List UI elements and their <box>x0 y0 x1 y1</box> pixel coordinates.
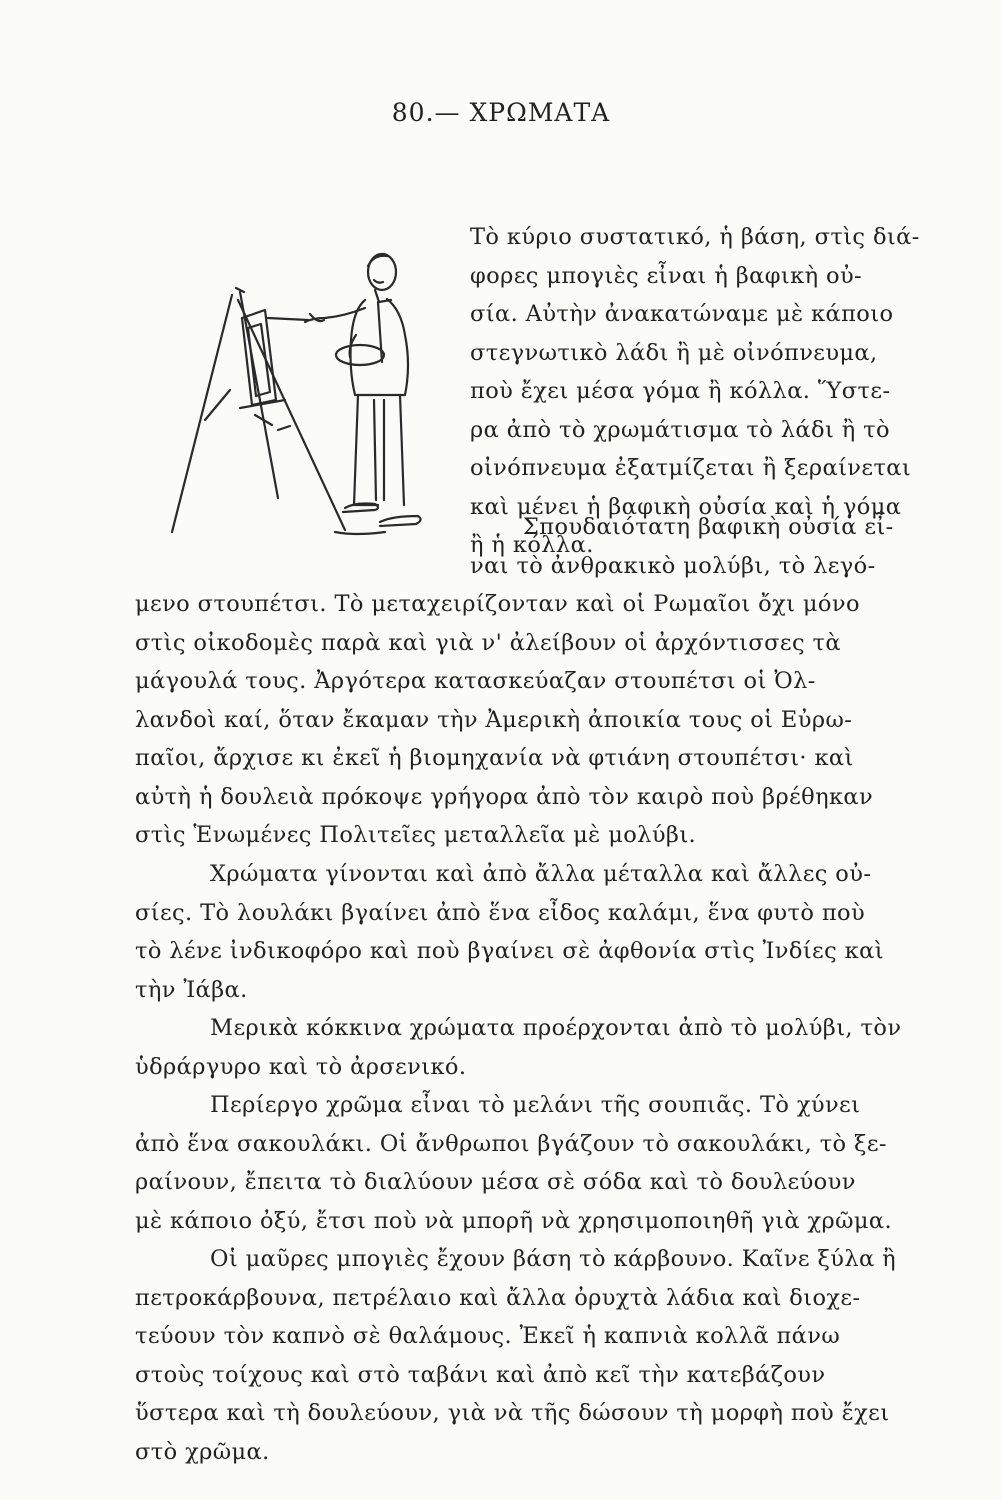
text-line: πετροκάρβουνα, πετρέλαιο καὶ ἄλλα ὀρυχτὰ λάδια καὶ διοχε- <box>135 1284 861 1311</box>
paragraph-5 <box>135 1086 892 1240</box>
text-line: στεγνωτικὸ λάδι ἢ μὲ οἰνόπνευμα, <box>470 339 878 366</box>
text-line: ἢ ἡ κόλλα. <box>470 532 594 558</box>
text-line: φορες μπογιὲς εἶναι ἡ βαφικὴ οὐ- <box>470 262 863 289</box>
text-line: οἰνόπνευμα ἐξατμίζεται ἢ ξεραίνεται <box>470 455 912 481</box>
text-line: παῖοι, ἄρχισε κι ἐκεῖ ἡ βιομηχανία νὰ φτιάνη στουπέτσι· καὶ <box>135 745 854 771</box>
text-line: στὶς οἰκοδομὲς παρὰ καὶ γιὰ ν' ἀλείβουν οἱ ἀρχόντισσες τὰ <box>135 629 841 656</box>
text-line: ραίνουν, ἔπειτα τὸ διαλύουν μέσα σὲ σόδα καὶ τὸ δουλεύουν <box>135 1169 856 1195</box>
text-line: Περίεργο χρῶμα εἶναι τὸ μελάνι τῆς σουπιᾶς. Τὸ χύνει <box>210 1092 861 1118</box>
text-line: στὸ χρῶμα. <box>135 1438 270 1465</box>
text-line: Σπουδαιότατη βαφικὴ οὐσία εἶ- <box>523 514 894 540</box>
text-line: Τὸ κύριο συστατικό, ἡ βάση, στὶς διά- <box>470 224 920 250</box>
text-line: μὲ κάποιο ὀξύ, ἔτσι ποὺ νὰ μπορῆ νὰ χρησιμοποιηθῆ γιὰ χρῶμα. <box>135 1207 893 1234</box>
text-line: αὐτὴ ἡ δουλειὰ πρόκοψε γρήγορα ἀπὸ τὸν καιρὸ ποὺ βρέθηκαν <box>135 783 874 810</box>
paragraph-6 <box>135 1240 896 1471</box>
paragraph-3 <box>135 855 884 1009</box>
text-line: μενο στουπέτσι. Τὸ μεταχειρίζονταν καὶ οἱ Ρωμαῖοι ὄχι μόνο <box>135 591 860 617</box>
text-line: ὕστερα καὶ τὴ δουλεύουν, γιὰ νὰ τῆς δώσουν τὴ μορφὴ ποὺ ἔχει <box>135 1400 890 1426</box>
text-line: ποὺ ἔχει μέσα γόμα ἢ κόλλα. Ὕστε- <box>470 378 891 404</box>
text-line: τὴν Ἰάβα. <box>135 976 248 1003</box>
text-line: στὶς Ἑνωμένες Πολιτεῖες μεταλλεῖα μὲ μολύβι. <box>135 822 697 848</box>
text-line: Οἱ μαῦρες μπογιὲς ἔχουν βάση τὸ κάρβουνο. Καῖνε ξύλα ἢ <box>210 1246 897 1272</box>
text-line: μάγουλά τους. Ἀργότερα κατασκεύαζαν στουπέτσι οἱ Ὀλ- <box>135 668 816 694</box>
chapter-title: 80.— ΧΡΩΜΑΤΑ <box>391 98 611 127</box>
text-line: στοὺς τοίχους καὶ στὸ ταβάνι καὶ ἀπὸ κεῖ τὴν κατεβάζουν <box>135 1361 826 1388</box>
painter-at-easel-illustration <box>160 240 460 550</box>
text-line: Μερικὰ κόκκινα χρώματα προέρχονται ἀπὸ τὸ μολύβι, τὸν <box>210 1015 902 1041</box>
text-line: ρα ἀπὸ τὸ χρωμάτισμα τὸ λάδι ἢ τὸ <box>470 416 890 443</box>
text-line: ἀπὸ ἕνα σακουλάκι. Οἱ ἄνθρωποι βγάζουν τὸ σακουλάκι, τὸ ξε- <box>135 1130 887 1157</box>
text-line: σία. Αὐτὴν ἀνακατώναμε μὲ κάποιο <box>470 301 894 327</box>
text-line: σίες. Τὸ λουλάκι βγαίνει ἀπὸ ἕνα εἶδος καλάμι, ἕνα φυτὸ ποὺ <box>135 899 866 926</box>
painter <box>268 254 421 534</box>
text-line: ναι τὸ ἀνθρακικὸ μολύβι, τὸ λεγό- <box>470 552 876 579</box>
text-line: καὶ μένει ἡ βαφικὴ οὐσία καὶ ἡ γόμα <box>470 493 902 520</box>
text-line: τεύουν τὸν καπνὸ σὲ θαλάμους. Ἐκεῖ ἡ καπνιὰ κολλᾶ πάνω <box>135 1323 841 1349</box>
text-line: Χρώματα γίνονται καὶ ἀπὸ ἄλλα μέταλλα καὶ ἄλλες οὐ- <box>210 861 872 887</box>
paragraph-2 <box>135 508 894 855</box>
text-line: λανδοὶ καί, ὅταν ἔκαμαν τὴν Ἀμερικὴ ἀποικία τους οἱ Εὐρω- <box>135 706 853 733</box>
text-line: τὸ λένε ἰνδικοφόρο καὶ ποὺ βγαίνει σὲ ἀφθονία στὶς Ἰνδίες καὶ <box>135 938 884 964</box>
easel <box>172 288 345 532</box>
paragraph-4 <box>135 1009 901 1086</box>
text-line: ὑδράργυρο καὶ τὸ ἀρσενικό. <box>135 1053 467 1080</box>
